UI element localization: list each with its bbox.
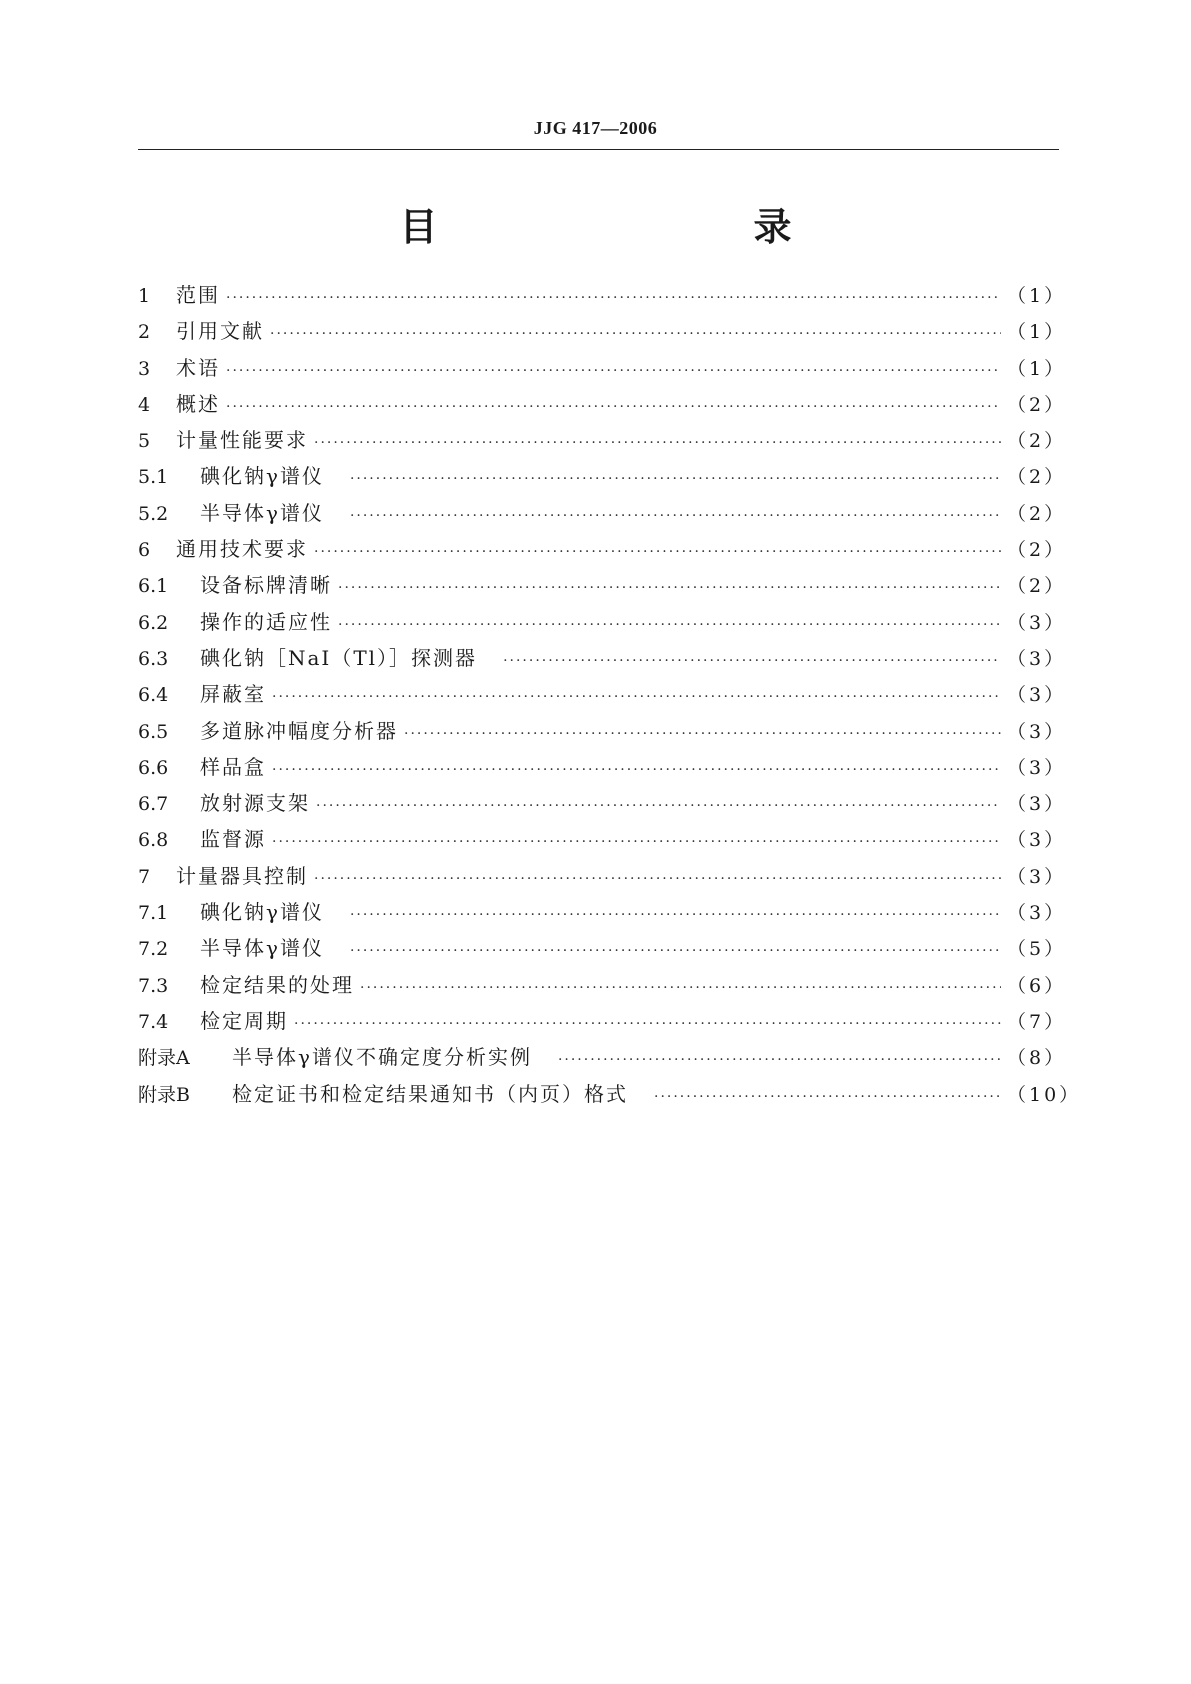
toc-entry-title: 碘化钠［NaI（Tl）］探测器	[200, 645, 478, 670]
toc-entry-number: 6	[138, 539, 151, 562]
toc-entry-page: （3）	[1007, 647, 1067, 670]
toc-entry-title: 术语	[176, 355, 220, 380]
toc-dot-leader	[314, 534, 1001, 570]
toc-entry-title: 概述	[176, 391, 220, 416]
toc-dot-leader	[226, 389, 1001, 425]
toc-dot-leader	[338, 570, 1001, 606]
toc-entry[interactable]	[138, 567, 1067, 603]
toc-entry-page: （1）	[1007, 321, 1067, 344]
toc-entry[interactable]	[138, 386, 1067, 422]
toc-entry[interactable]	[138, 967, 1067, 1003]
toc-entry-title: 半导体γ谱仪不确定度分析实例	[232, 1045, 532, 1070]
toc-entry[interactable]	[138, 713, 1067, 749]
toc-entry[interactable]	[138, 821, 1067, 857]
toc-entry[interactable]	[138, 458, 1067, 494]
toc-entry-page: （3）	[1007, 720, 1067, 743]
toc-entry-page: （1）	[1007, 285, 1067, 307]
toc-entry-page: （3）	[1007, 793, 1067, 816]
toc-entry[interactable]	[138, 313, 1067, 349]
toc-entry[interactable]	[138, 350, 1067, 386]
toc-dot-leader	[316, 788, 1001, 824]
toc-entry-title: 引用文献	[176, 319, 264, 344]
toc-entry-title: 检定结果的处理	[200, 972, 354, 997]
toc-entry-number: 1	[138, 285, 151, 307]
toc-entry-number: 7.1	[138, 902, 169, 925]
toc-entry-number: 6.6	[138, 756, 169, 779]
toc-entry-number: 5	[138, 430, 151, 453]
toc-dot-leader	[558, 1042, 1001, 1078]
toc-dot-leader	[503, 643, 1001, 679]
toc-entry-title: 多道脉冲幅度分析器	[200, 718, 398, 743]
toc-entry-number: 6.1	[138, 575, 169, 598]
toc-entry[interactable]	[138, 1003, 1067, 1039]
toc-entry[interactable]	[138, 640, 1067, 676]
toc-entry[interactable]	[138, 785, 1067, 821]
toc-entry-title: 计量性能要求	[176, 428, 308, 453]
toc-entry-title: 操作的适应性	[200, 609, 332, 634]
toc-dot-leader	[314, 425, 1001, 461]
toc-entry-title: 屏蔽室	[200, 682, 266, 707]
toc-dot-leader	[350, 461, 1001, 497]
toc-entry-page: （8）	[1007, 1047, 1067, 1070]
toc-entry-title: 检定周期	[200, 1008, 288, 1033]
toc-entry-page: （2）	[1007, 430, 1067, 453]
toc-dot-leader	[350, 933, 1001, 969]
toc-dot-leader	[272, 679, 1001, 715]
toc-entry-number: 7.4	[138, 1010, 169, 1033]
toc-entry-title: 计量器具控制	[176, 863, 308, 888]
toc-entry[interactable]	[138, 531, 1067, 567]
toc-entry-title: 半导体γ谱仪	[200, 500, 324, 525]
table-of-contents	[138, 277, 1082, 1112]
toc-entry[interactable]	[138, 749, 1067, 785]
toc-entry[interactable]	[138, 422, 1067, 458]
toc-dot-leader	[404, 716, 1001, 752]
toc-entry-page: （3）	[1007, 829, 1067, 852]
toc-entry-number: 6.8	[138, 829, 169, 852]
toc-dot-leader	[338, 607, 1001, 643]
toc-entry-page: （3）	[1007, 684, 1067, 707]
toc-entry-number: 7.3	[138, 974, 169, 997]
toc-dot-leader	[360, 970, 1001, 1006]
toc-entry-number: 2	[138, 321, 151, 344]
toc-dot-leader	[654, 1079, 1001, 1115]
toc-entry[interactable]	[138, 930, 1067, 966]
toc-entry-number: 6.3	[138, 647, 169, 670]
toc-entry-page: （2）	[1007, 393, 1067, 416]
toc-entry-number: 6.5	[138, 720, 169, 743]
toc-entry-number: 6.7	[138, 793, 169, 816]
toc-entry-number: 7.2	[138, 938, 169, 961]
document-code-header: JJG 417—2006	[533, 118, 658, 138]
toc-entry-number: 6.4	[138, 684, 169, 707]
toc-entry-page: （5）	[1007, 938, 1067, 961]
toc-entry-number: 5.2	[138, 502, 169, 525]
toc-entry-number: 5.1	[138, 466, 169, 489]
toc-entry-page: （3）	[1007, 865, 1067, 888]
toc-entry[interactable]	[138, 1039, 1067, 1075]
toc-entry-title: 检定证书和检定结果通知书（内页）格式	[232, 1081, 628, 1106]
toc-entry-title: 碘化钠γ谱仪	[200, 464, 324, 489]
toc-entry-title: 设备标牌清晰	[200, 573, 332, 598]
toc-entry-page: （3）	[1007, 611, 1067, 634]
toc-dot-leader	[350, 897, 1001, 933]
toc-entry[interactable]	[138, 495, 1067, 531]
toc-dot-leader	[272, 824, 1001, 860]
toc-entry-title: 放射源支架	[200, 791, 310, 816]
toc-entry-title: 范围	[176, 283, 220, 307]
toc-entry-title: 样品盒	[200, 754, 266, 779]
toc-entry-number: 附录A	[138, 1047, 190, 1070]
toc-dot-leader	[226, 280, 1001, 316]
toc-entry-number: 3	[138, 357, 151, 380]
toc-dot-leader	[350, 498, 1001, 534]
toc-dot-leader	[270, 316, 1001, 352]
toc-entry-number: 7	[138, 865, 151, 888]
toc-dot-leader	[294, 1006, 1001, 1042]
toc-entry-number: 附录B	[138, 1083, 190, 1106]
toc-entry[interactable]	[138, 277, 1067, 313]
toc-entry-title: 监督源	[200, 827, 266, 852]
toc-entry-page: （3）	[1007, 902, 1067, 925]
toc-entry-page: （10）	[1007, 1083, 1082, 1106]
toc-entry[interactable]	[138, 676, 1067, 712]
toc-entry-number: 6.2	[138, 611, 169, 634]
toc-entry-number: 4	[138, 393, 151, 416]
toc-dot-leader	[226, 353, 1001, 389]
toc-entry-title: 通用技术要求	[176, 537, 308, 562]
toc-dot-leader	[272, 752, 1001, 788]
toc-entry[interactable]	[138, 858, 1067, 894]
header-divider	[138, 149, 1059, 150]
toc-entry-page: （2）	[1007, 502, 1067, 525]
page-title: 目 录	[399, 205, 872, 249]
toc-entry-page: （1）	[1007, 357, 1067, 380]
toc-entry-title: 半导体γ谱仪	[200, 936, 324, 961]
toc-entry-page: （2）	[1007, 539, 1067, 562]
toc-entry-page: （2）	[1007, 466, 1067, 489]
toc-entry[interactable]	[138, 604, 1067, 640]
toc-entry-page: （6）	[1007, 974, 1067, 997]
toc-entry[interactable]	[138, 894, 1067, 930]
toc-entry-page: （7）	[1007, 1010, 1067, 1033]
toc-entry[interactable]	[138, 1076, 1082, 1112]
toc-entry-page: （2）	[1007, 575, 1067, 598]
toc-dot-leader	[314, 861, 1001, 897]
toc-entry-title: 碘化钠γ谱仪	[200, 900, 324, 925]
toc-entry-page: （3）	[1007, 756, 1067, 779]
